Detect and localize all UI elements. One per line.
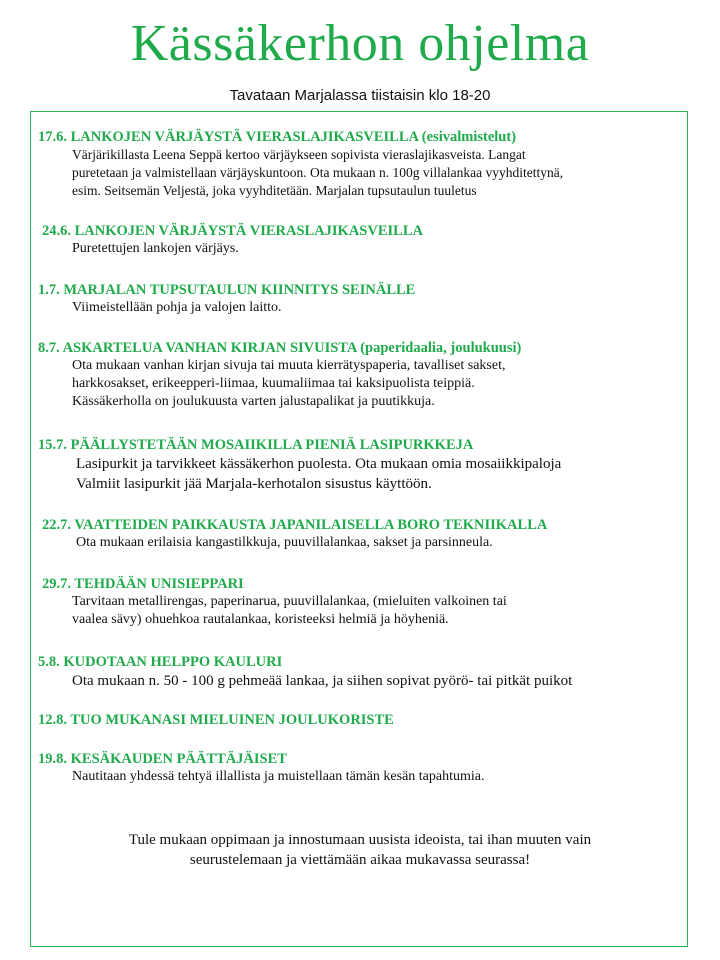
event-item [38, 711, 678, 729]
event-heading: 17.6. LANKOJEN VÄRJÄYSTÄ VIERASLAJIKASVEILLA (esivalmistelut) [38, 129, 517, 145]
event-description: Värjärikillasta Leena Seppä kertoo värjäykseen sopivista vieraslajikasveista. Langat puretetaan ja valmistellaan värjäyskuntoon. Ota mukaan n. 100g villalankaa vyyhditettynä, esim. Seitsemän Veljestä, joka vyyhditetään. Marjalan tupsutaulun tuuletus [72, 147, 564, 198]
event-heading: 5.8. KUDOTAAN HELPPO KAULURI [38, 654, 283, 670]
event-description: Nautitaan yhdessä tehtyä illallista ja muistellaan tämän kesän tapahtumia. [72, 769, 485, 784]
event-description: Ota mukaan n. 50 - 100 g pehmeää lankaa, ja siihen sopivat pyörö- tai pitkät puikot [72, 673, 573, 689]
event-item [38, 281, 678, 317]
event-description: Ota mukaan erilaisia kangastilkkuja, puuvillalankaa, sakset ja parsinneula. [76, 535, 493, 550]
event-heading: 8.7. ASKARTELUA VANHAN KIRJAN SIVUISTA (paperidaalia, joulukuusi) [38, 340, 522, 356]
event-item [38, 339, 678, 411]
page-title: Kässäkerhon ohjelma [130, 15, 590, 72]
event-item [38, 575, 678, 629]
event-heading: 24.6. LANKOJEN VÄRJÄYSTÄ VIERASLAJIKASVEILLA [42, 223, 423, 239]
event-description: Tarvitaan metallirengas, paperinarua, puuvillalankaa, (mieluiten valkoinen tai vaalea sävy) ohuehkoa rautalankaa, koristeeksi helmiä ja höyheniä. [72, 594, 507, 627]
page-subtitle: Tavataan Marjalassa tiistaisin klo 18-20 [229, 87, 491, 104]
event-description: Puretettujen lankojen värjäys. [72, 241, 239, 256]
event-item [38, 436, 678, 494]
event-item [38, 128, 678, 200]
event-item [38, 516, 678, 552]
event-heading: 19.8. KESÄKAUDEN PÄÄTTÄJÄISET [38, 751, 287, 767]
event-heading: 22.7. VAATTEIDEN PAIKKAUSTA JAPANILAISELLA BORO TEKNIIKALLA [42, 517, 548, 533]
event-item [38, 222, 678, 258]
closing-message: Tule mukaan oppimaan ja innostumaan uusista ideoista, tai ihan muuten vain seurustelemaan ja viettämään aikaa mukavassa seurassa! [128, 832, 592, 868]
event-description: Ota mukaan vanhan kirjan sivuja tai muuta kierrätyspaperia, tavalliset sakset, harkkosakset, erikeepperi-liimaa, kuumaliimaa tai kaksipuolista teippiä. Kässäkerholla on joulukuusta varten jalustapalikat ja puutikkuja. [72, 358, 506, 409]
event-description: Lasipurkit ja tarvikkeet kässäkerhon puolesta. Ota mukaan omia mosaiikkipaloja Valmiit lasipurkit jää Marjala-kerhotalon sisustus käyttöön. [76, 456, 562, 492]
event-item [38, 653, 678, 691]
event-heading: 15.7. PÄÄLLYSTETÄÄN MOSAIIKILLA PIENIÄ LASIPURKKEJA [38, 437, 474, 453]
event-item [38, 750, 678, 786]
event-heading: 12.8. TUO MUKANASI MIELUINEN JOULUKORISTE [38, 712, 394, 728]
event-description: Viimeistellään pohja ja valojen laitto. [72, 300, 282, 315]
event-heading: 1.7. MARJALAN TUPSUTAULUN KIINNITYS SEINÄLLE [38, 282, 416, 298]
event-heading: 29.7. TEHDÄÄN UNISIEPPARI [42, 576, 244, 592]
